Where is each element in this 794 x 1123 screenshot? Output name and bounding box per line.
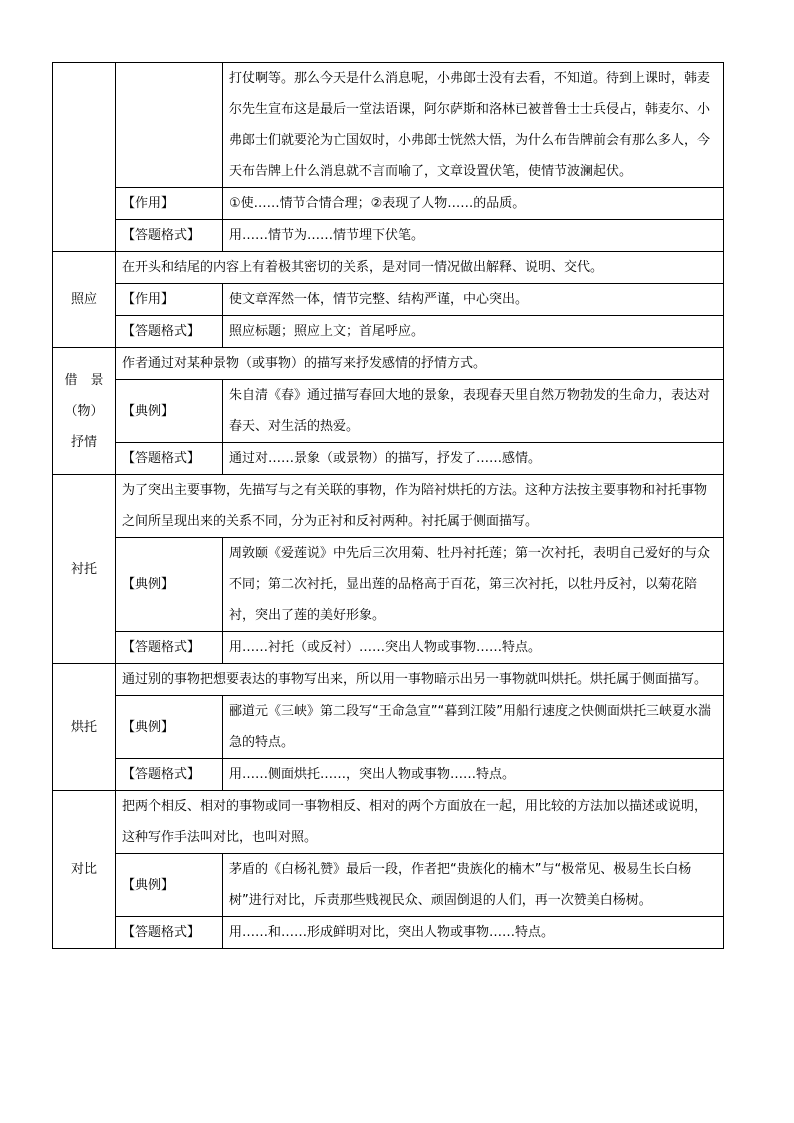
document-page bbox=[52, 62, 723, 949]
row-label: 【典例】 bbox=[116, 538, 223, 632]
technique-detail-row bbox=[53, 284, 724, 316]
row-text: 周敦颐《爱莲说》中先后三次用菊、牡丹衬托莲；第一次衬托，表明自己爱好的与众不同；第二次衬托，显出莲的品格高于百花，第三次衬托，以牡丹反衬，以菊花陪衬，突出了莲的美好形象。 bbox=[223, 538, 724, 632]
technique-name-line: （物） bbox=[64, 403, 104, 419]
technique-detail-row bbox=[53, 759, 724, 791]
technique-detail-row bbox=[53, 917, 724, 949]
technique-detail-row bbox=[53, 443, 724, 475]
technique-definition-row bbox=[53, 475, 724, 538]
technique-detail-row bbox=[53, 538, 724, 632]
technique-detail-row bbox=[53, 632, 724, 664]
technique-definition-row bbox=[53, 791, 724, 854]
row-text: 照应标题；照应上文；首尾呼应。 bbox=[223, 316, 724, 348]
row-text: 茅盾的《白杨礼赞》最后一段，作者把“贵族化的楠木”与“极常见、极易生长白杨树”进行对比，斥责那些贱视民众、顽固倒退的人们，再一次赞美白杨树。 bbox=[223, 854, 724, 917]
row-text: 朱自清《春》通过描写春回大地的景象，表现春天里自然万物勃发的生命力，表达对春天、对生活的热爱。 bbox=[223, 380, 724, 443]
technique-name-line: 烘托 bbox=[70, 719, 97, 735]
technique-name bbox=[53, 664, 116, 791]
row-label: 【答题格式】 bbox=[116, 443, 223, 475]
technique-name-line: 借 景 bbox=[64, 372, 104, 388]
technique-definition: 把两个相反、相对的事物或同一事物相反、相对的两个方面放在一起，用比较的方法加以描述或说明，这种写作手法叫对比，也叫对照。 bbox=[116, 791, 724, 854]
technique-name bbox=[53, 791, 116, 949]
row-text: 用……侧面烘托……，突出人物或事物……特点。 bbox=[223, 759, 724, 791]
row-label: 【答题格式】 bbox=[116, 632, 223, 664]
row-label: 【答题格式】 bbox=[116, 759, 223, 791]
row-text: 郦道元《三峡》第二段写“王命急宣”“暮到江陵”用船行速度之快侧面烘托三峡夏水湍急的特点。 bbox=[223, 696, 724, 759]
row-text: 用……和……形成鲜明对比，突出人物或事物……特点。 bbox=[223, 917, 724, 949]
technique-definition-row bbox=[53, 252, 724, 284]
row-label: 【答题格式】 bbox=[116, 316, 223, 348]
continued-row bbox=[53, 63, 724, 188]
continued-row bbox=[53, 220, 724, 252]
technique-name-line: 衬托 bbox=[70, 561, 97, 577]
technique-definition: 在开头和结尾的内容上有着极其密切的关系，是对同一情况做出解释、说明、交代。 bbox=[116, 252, 724, 284]
continued-technique-cell bbox=[53, 63, 116, 252]
technique-definition: 作者通过对某种景物（或事物）的描写来抒发感情的抒情方式。 bbox=[116, 348, 724, 380]
row-text: 使文章浑然一体，情节完整、结构严谨，中心突出。 bbox=[223, 284, 724, 316]
technique-name-line: 抒情 bbox=[70, 434, 97, 450]
technique-detail-row bbox=[53, 380, 724, 443]
row-text: 用……情节为……情节埋下伏笔。 bbox=[223, 220, 724, 252]
row-text: 通过对……景象（或景物）的描写，抒发了……感情。 bbox=[223, 443, 724, 475]
row-label: 【答题格式】 bbox=[116, 220, 223, 252]
continued-description: 打仗啊等。那么今天是什么消息呢，小弗郎士没有去看，不知道。待到上课时，韩麦尔先生宣布这是最后一堂法语课，阿尔萨斯和洛林已被普鲁士士兵侵占，韩麦尔、小弗郎士们就要沦为亡国奴时，小弗郎士恍然大悟，为什么布告牌前会有那么多人，今天布告牌上什么消息就不言而喻了，文章设置伏笔，使情节波澜起伏。 bbox=[223, 63, 724, 188]
row-label: 【答题格式】 bbox=[116, 917, 223, 949]
row-label: 【典例】 bbox=[116, 854, 223, 917]
technique-name bbox=[53, 475, 116, 664]
technique-detail-row bbox=[53, 854, 724, 917]
technique-name-line: 对比 bbox=[70, 862, 97, 877]
continued-row bbox=[53, 188, 724, 220]
writing-techniques-table bbox=[52, 62, 724, 949]
technique-name-line: 照应 bbox=[70, 292, 97, 307]
row-text: 用……衬托（或反衬）……突出人物或事物……特点。 bbox=[223, 632, 724, 664]
row-label: 【典例】 bbox=[116, 380, 223, 443]
technique-detail-row bbox=[53, 696, 724, 759]
technique-name bbox=[53, 252, 116, 348]
continued-label-cell bbox=[116, 63, 223, 188]
row-text: ①使……情节合情合理；②表现了人物……的品质。 bbox=[223, 188, 724, 220]
technique-definition-row bbox=[53, 348, 724, 380]
technique-definition: 为了突出主要事物，先描写与之有关联的事物，作为陪衬烘托的方法。这种方法按主要事物和衬托事物之间所呈现出来的关系不同，分为正衬和反衬两种。衬托属于侧面描写。 bbox=[116, 475, 724, 538]
technique-definition-row bbox=[53, 664, 724, 696]
row-label: 【典例】 bbox=[116, 696, 223, 759]
technique-name bbox=[53, 348, 116, 475]
row-label: 【作用】 bbox=[116, 284, 223, 316]
technique-definition: 通过别的事物把想要表达的事物写出来，所以用一事物暗示出另一事物就叫烘托。烘托属于侧面描写。 bbox=[116, 664, 724, 696]
technique-detail-row bbox=[53, 316, 724, 348]
row-label: 【作用】 bbox=[116, 188, 223, 220]
